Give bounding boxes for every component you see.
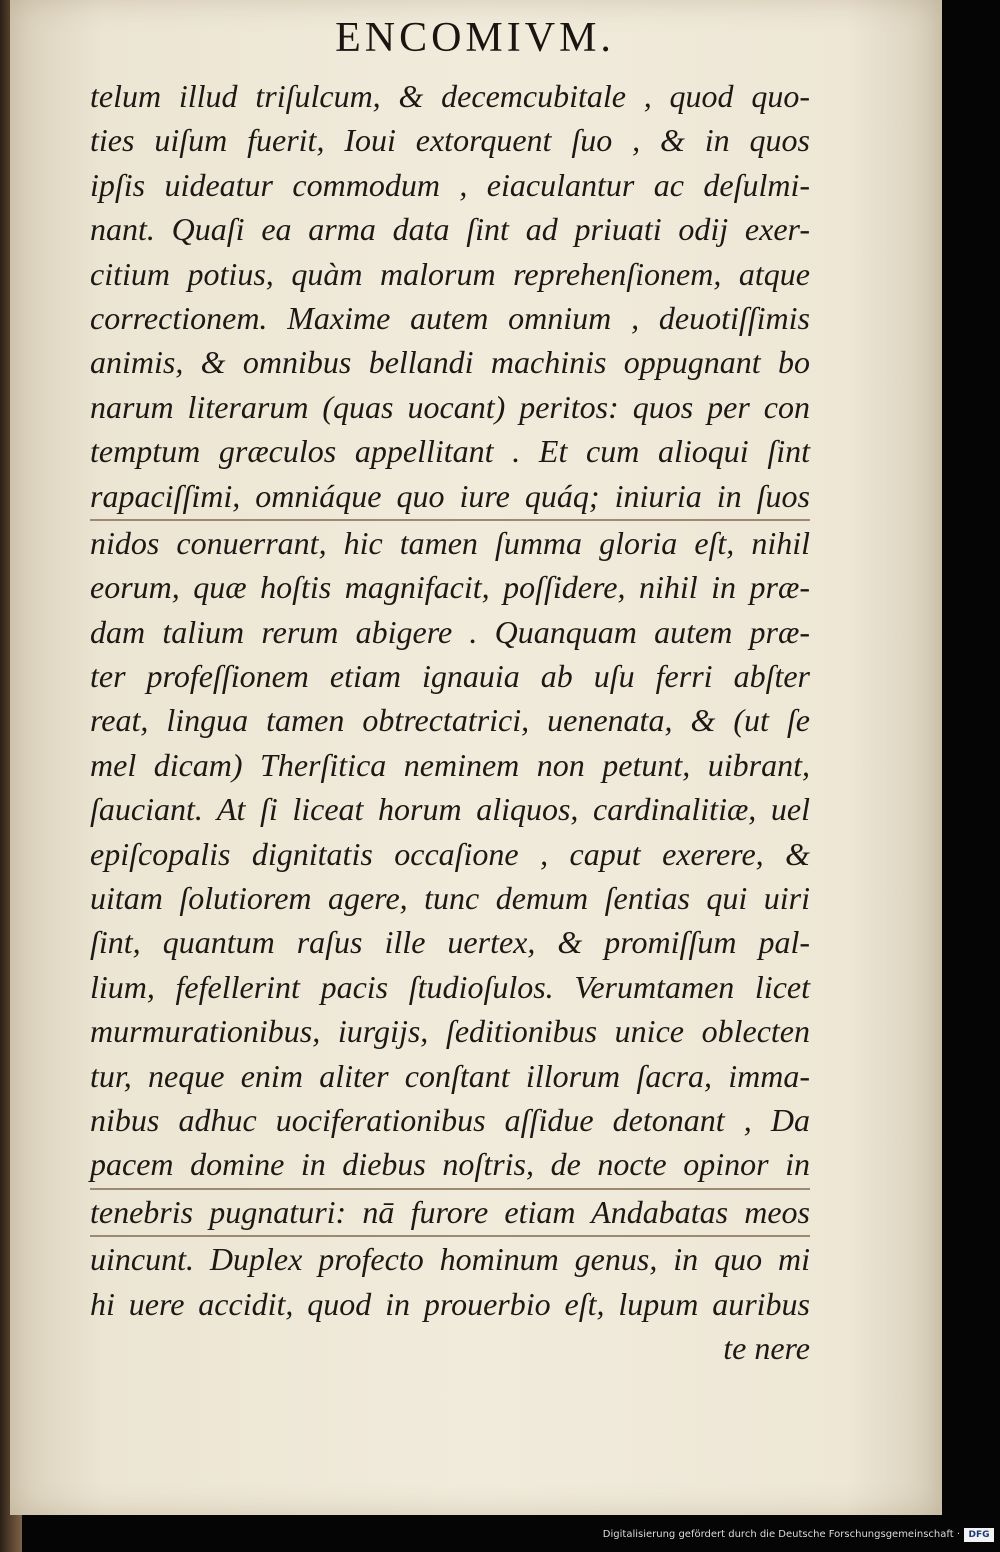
text-line: temptum græculos appellitant . Et cum alioqui ſint <box>90 433 810 470</box>
text-line: tur, neque enim aliter conſtant illorum ſacra, imma- <box>90 1057 810 1094</box>
text-line: nant. Quaſi ea arma data ſint ad priuati odij exer- <box>90 211 810 248</box>
text-line: ſint, quantum raſus ille uertex, & promiſſum pal- <box>90 924 810 961</box>
text-line: citium potius, quàm malorum reprehenſionem, atque <box>90 255 810 292</box>
text-line: nibus adhuc uociferationibus aſſidue detonant , Da <box>90 1101 810 1138</box>
text-line: ties uiſum fuerit, Ioui extorquent ſuo , & in quos <box>90 122 810 159</box>
text-line: ter profeſſionem etiam ignauia ab uſu ferri abſter <box>90 658 810 695</box>
book-page <box>10 0 942 1515</box>
text-line: epiſcopalis dignitatis occaſione , caput exerere, & <box>90 835 810 872</box>
text-line: mel dicam) Therſitica neminem non petunt, uibrant, <box>90 746 810 783</box>
text-line: lium, fefellerint pacis ſtudioſulos. Verumtamen licet <box>90 968 810 1005</box>
text-line-underlined: tenebris pugnaturi: nā furore etiam Andabatas meos <box>90 1190 810 1237</box>
text-line: uitam ſolutiorem agere, tunc demum ſentias qui uiri <box>90 880 810 917</box>
text-line: nidos conuerrant, hic tamen ſumma gloria eſt, nihil <box>90 524 810 561</box>
text-line: correctionem. Maxime autem omnium , deuotiſſimis <box>90 299 810 336</box>
text-line: eorum, quæ hoſtis magnifacit, poſſidere, nihil in præ- <box>90 569 810 606</box>
running-header: ENCOMIVM. <box>335 15 615 61</box>
text-line: telum illud triſulcum, & decemcubitale , quod quo- <box>90 78 810 114</box>
text-line: murmurationibus, iurgijs, ſeditionibus unice oblecten <box>90 1013 810 1050</box>
dfg-logo: DFG <box>964 1528 994 1542</box>
text-line-underlined: rapaciſſimi, omniáque quo iure quáq; iniuria in ſuos <box>90 474 810 521</box>
text-line: ſauciant. At ſi liceat horum aliquos, cardinalitiæ, uel <box>90 791 810 828</box>
text-line: narum literarum (quas uocant) peritos: quos per con <box>90 388 810 425</box>
text-line-underlined: pacem domine in diebus noſtris, de nocte opinor in <box>90 1142 810 1189</box>
text-line: ipſis uideatur commodum , eiaculantur ac deſulmi- <box>90 166 810 203</box>
text-line: uincunt. Duplex profecto hominum genus, in quo mi <box>90 1241 810 1278</box>
text-line: hi uere accidit, quod in prouerbio eſt, lupum auribus <box>90 1285 810 1322</box>
text-line: reat, lingua tamen obtrectatrici, uenenata, & (ut ſe <box>90 702 810 739</box>
catchword: te nere <box>723 1329 810 1366</box>
text-line: dam talium rerum abigere . Quanquam autem præ- <box>90 613 810 650</box>
body-text <box>90 74 810 1370</box>
text-line: animis, & omnibus bellandi machinis oppugnant bo <box>90 344 810 381</box>
digitization-credit: Digitalisierung gefördert durch die Deutsche Forschungsgemeinschaft · <box>602 1529 960 1540</box>
